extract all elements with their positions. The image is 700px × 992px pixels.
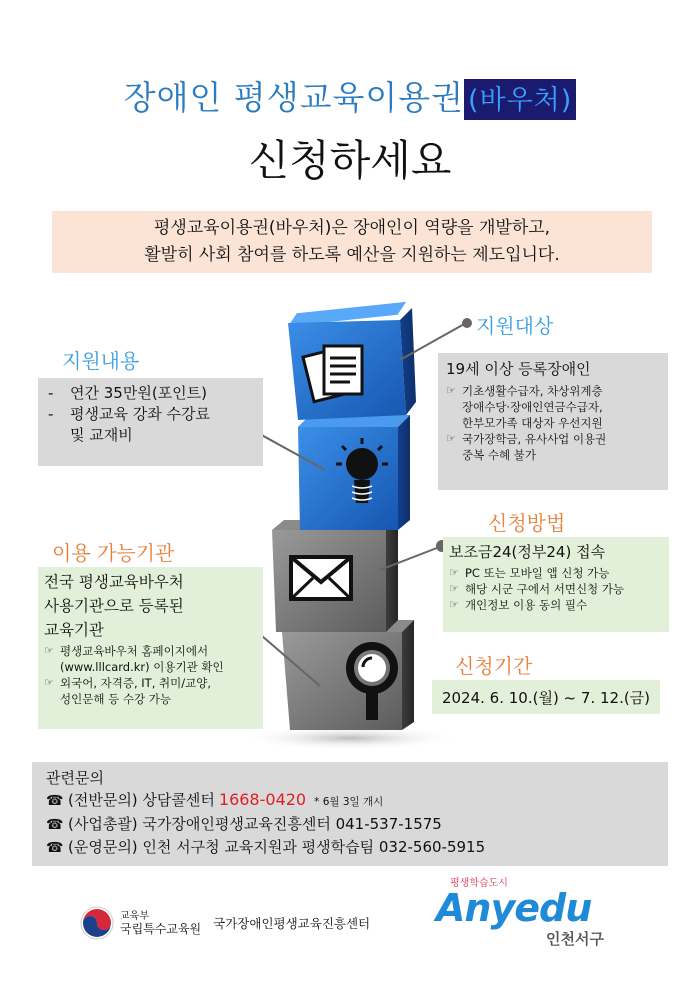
intro-line-2: 활발히 사회 참여를 하도록 예산을 지원하는 제도입니다.	[144, 245, 560, 265]
heading-application-method: 신청방법	[488, 511, 566, 535]
list-item: 중복 수혜 불가	[462, 448, 536, 462]
brand-word: Anyedu	[436, 886, 592, 930]
list-item: ☞ 개인정보 이용 동의 필수	[449, 598, 588, 612]
heading-support-content: 지원내용	[62, 349, 140, 373]
list-item: ☞ 외국어, 자격증, IT, 취미/교양,	[44, 676, 211, 690]
list-item: ☞ 기초생활수급자, 차상위계층	[446, 384, 603, 398]
pointing-hand-icon: ☞	[449, 582, 459, 595]
list-item: 한부모가족 대상자 우선지원	[462, 416, 603, 430]
cube-magnifier	[282, 620, 414, 730]
list-item: ☞ 해당 시군 구에서 서면신청 가능	[449, 582, 625, 596]
list-item: ☞ PC 또는 모바일 앱 신청 가능	[449, 566, 610, 580]
pointing-hand-icon: ☞	[449, 566, 459, 579]
application-method-box	[443, 537, 669, 632]
cube-document	[287, 302, 416, 420]
ministry-logo-icon	[80, 906, 114, 940]
heading-institutions: 이용 가능기관	[52, 541, 175, 565]
connector-dot	[462, 318, 472, 328]
page-subtitle: 신청하세요	[248, 136, 452, 185]
list-item: - 연간 35만원(포인트)	[48, 384, 207, 402]
contact-note: * 6월 3일 개시	[314, 796, 384, 808]
pointing-hand-icon: ☞	[446, 384, 456, 397]
list-item: ☞ 평생교육바우처 홈페이지에서	[44, 644, 209, 658]
institutions-box	[38, 567, 263, 729]
callcenter-number: 1668-0420	[218, 790, 307, 809]
list-item: (www.lllcard.kr) 이용기관 확인	[60, 660, 224, 674]
list-item: 및 교재비	[70, 426, 133, 444]
institutions-line: 교육기관	[44, 621, 104, 639]
ministry-name: 교육부	[120, 911, 149, 922]
contact-row: ☎ (전반문의) 상담콜센터 1668-0420 * 6월 3일 개시	[46, 789, 654, 813]
institutions-line: 전국 평생교육바우처	[44, 573, 184, 591]
footer-organizations	[80, 906, 370, 940]
pointing-hand-icon: ☞	[44, 644, 54, 657]
target-main: 19세 이상 등록장애인	[446, 360, 591, 378]
heading-application-period: 신청기간	[455, 654, 533, 678]
list-item: 장애수당·장애인연금수급자,	[462, 400, 603, 414]
method-main: 보조금24(정부24) 접속	[449, 543, 606, 561]
phone-icon: ☎	[46, 793, 64, 809]
heading-support-target: 지원대상	[476, 314, 554, 338]
cube-envelope	[272, 520, 398, 632]
contact-row: ☎ (사업총괄) 국가장애인평생교육진흥센터 041-537-1575	[46, 813, 654, 836]
title-highlight: (바우처)	[464, 79, 576, 120]
center-name: 국가장애인평생교육진흥센터	[213, 916, 371, 931]
contact-box	[32, 762, 668, 866]
list-item: ☞ 국가장학금, 유사사업 이용권	[446, 432, 607, 446]
application-period-box: 2024. 6. 10.(월) ~ 7. 12.(금)	[432, 680, 660, 714]
title-main: 장애인 평생교육이용권	[123, 78, 464, 117]
pointing-hand-icon: ☞	[446, 432, 456, 445]
envelope-icon	[291, 557, 351, 599]
document-icon	[303, 346, 362, 402]
phone-icon: ☎	[46, 817, 64, 833]
contact-heading: 관련문의	[46, 769, 104, 787]
contact-row: ☎ (운영문의) 인천 서구청 교육지원과 평생학습팀 032-560-5915	[46, 836, 654, 859]
institutions-line: 사용기관으로 등록된	[44, 597, 184, 615]
brand-tag: 평생학습도시	[450, 878, 508, 889]
anyedu-logo	[428, 872, 658, 950]
brand-sub: 인천서구	[546, 930, 604, 948]
list-item: - 평생교육 강좌 수강료	[48, 405, 210, 423]
support-target-box	[438, 353, 668, 490]
intro-line-1: 평생교육이용권(바우처)은 장애인이 역량을 개발하고,	[153, 218, 551, 238]
support-content-box	[38, 378, 263, 466]
list-item: 성인문해 등 수강 가능	[60, 692, 171, 706]
institute-name: 국립특수교육원	[120, 922, 202, 936]
pointing-hand-icon: ☞	[44, 676, 54, 689]
pointing-hand-icon: ☞	[449, 598, 459, 611]
phone-icon: ☎	[46, 840, 64, 856]
cube-lightbulb	[298, 415, 410, 530]
